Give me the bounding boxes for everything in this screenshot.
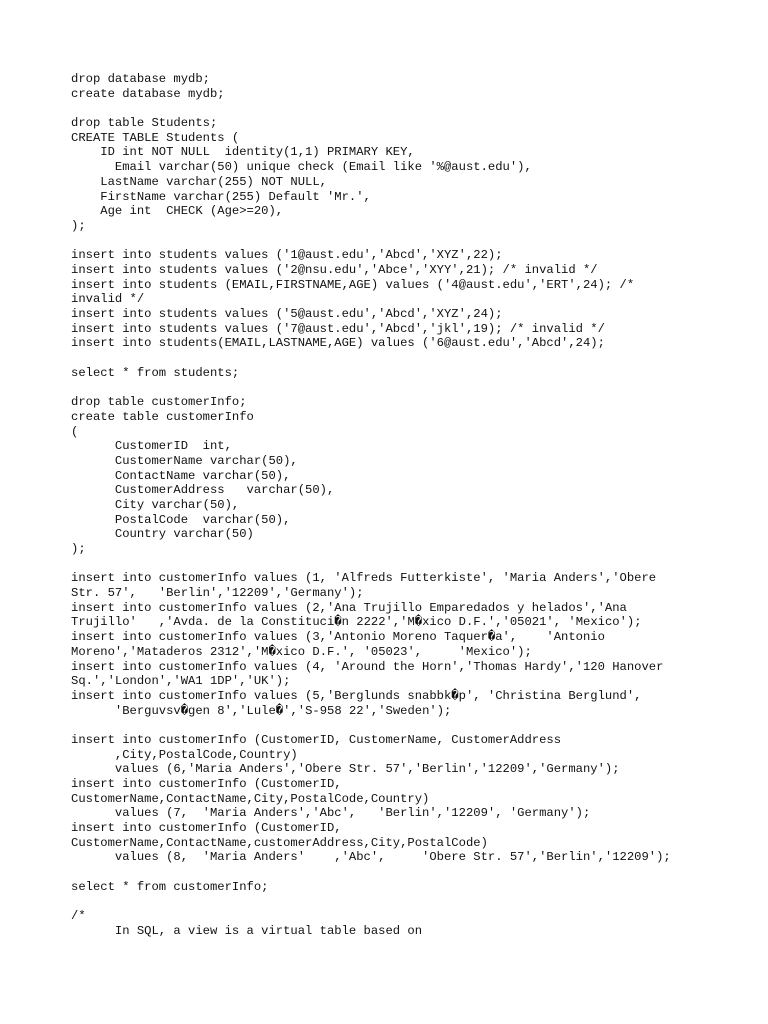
code-line: select * from customerInfo;	[71, 879, 269, 894]
code-line: insert into customerInfo values (2,'Ana Trujillo Emparedados y helados','Ana	[71, 600, 627, 615]
code-line	[71, 718, 751, 733]
code-line: insert into students values ('7@aust.edu','Abcd','jkl',19); /* invalid */	[71, 321, 605, 336]
code-line	[71, 557, 751, 572]
code-line: FirstName varchar(255) Default 'Mr.',	[71, 189, 371, 204]
code-line: insert into students values ('2@nsu.edu','Abce','XYY',21); /* invalid */	[71, 262, 598, 277]
code-line: );	[71, 542, 86, 556]
code-line: Str. 57', 'Berlin','12209','Germany');	[71, 586, 364, 601]
code-line: drop table Students;	[71, 116, 218, 131]
code-line: /*	[71, 909, 86, 924]
code-line	[71, 865, 751, 880]
code-line: CustomerID int,	[71, 439, 232, 454]
code-line: );	[71, 218, 86, 233]
code-line: invalid */	[71, 292, 145, 307]
code-line	[71, 101, 751, 116]
code-line: Sq.','London','WA1 1DP','UK');	[71, 674, 291, 689]
code-line	[71, 380, 751, 395]
code-line: In SQL, a view is a virtual table based on	[71, 923, 423, 938]
code-line: ContactName varchar(50),	[71, 468, 291, 483]
code-line: LastName varchar(255) NOT NULL,	[71, 174, 327, 189]
code-line	[71, 234, 751, 249]
code-line: City varchar(50),	[71, 497, 240, 512]
code-line	[71, 351, 751, 366]
code-line: insert into customerInfo (CustomerID,	[71, 777, 342, 791]
code-line: insert into customerInfo values (5,'Berglunds snabbk�p', 'Christina Berglund',	[71, 688, 642, 703]
code-line: drop database mydb;	[71, 72, 210, 86]
code-line: CustomerName,ContactName,customerAddress,City,PostalCode)	[71, 835, 488, 850]
code-line: CustomerName varchar(50),	[71, 453, 298, 468]
code-line: insert into students values ('5@aust.edu','Abcd','XYZ',24);	[71, 307, 503, 321]
code-line: insert into customerInfo values (3,'Antonio Moreno Taquer�a', 'Antonio	[71, 630, 605, 645]
code-line: values (6,'Maria Anders','Obere Str. 57','Berlin','12209','Germany');	[71, 762, 620, 777]
code-line: insert into students (EMAIL,FIRSTNAME,AGE) values ('4@aust.edu','ERT',24); /*	[71, 277, 635, 292]
code-line: insert into customerInfo (CustomerID, CustomerName, CustomerAddress	[71, 732, 562, 747]
code-line: Trujillo' ,'Avda. de la Constituci�n 2222','M�xico D.F.','05021', 'Mexico');	[71, 615, 642, 630]
code-line	[71, 895, 751, 910]
code-line: create table customerInfo	[71, 409, 254, 424]
code-line: values (7, 'Maria Anders','Abc', 'Berlin','12209', 'Germany');	[71, 806, 591, 821]
code-line: insert into students(EMAIL,LASTNAME,AGE) values ('6@aust.edu','Abcd',24);	[71, 336, 605, 351]
code-line: PostalCode varchar(50),	[71, 512, 291, 527]
code-line: CustomerAddress varchar(50),	[71, 483, 335, 498]
code-line: Email varchar(50) unique check (Email like '%@aust.edu'),	[71, 160, 532, 175]
code-line: insert into customerInfo (CustomerID,	[71, 821, 342, 836]
document-page	[71, 72, 751, 939]
code-line: drop table customerInfo;	[71, 395, 247, 410]
code-line: create database mydb;	[71, 86, 225, 101]
code-line: Moreno','Mataderos 2312','M�xico D.F.', '05023', 'Mexico');	[71, 644, 532, 659]
code-line: insert into students values ('1@aust.edu','Abcd','XYZ',22);	[71, 248, 503, 263]
code-line: insert into customerInfo values (4, 'Around the Horn','Thomas Hardy','120 Hanover	[71, 659, 664, 674]
code-line: values (8, 'Maria Anders' ,'Abc', 'Obere Str. 57','Berlin','12209');	[71, 850, 671, 865]
code-line: ID int NOT NULL identity(1,1) PRIMARY KEY,	[71, 145, 415, 160]
code-line: (	[71, 424, 79, 439]
code-line: 'Berguvsv�gen 8','Lule�','S-958 22','Sweden');	[71, 703, 452, 718]
code-line: ,City,PostalCode,Country)	[71, 747, 298, 762]
code-line: insert into customerInfo values (1, 'Alfreds Futterkiste', 'Maria Anders','Obere	[71, 571, 657, 586]
code-line: Age int CHECK (Age>=20),	[71, 204, 284, 219]
code-line: CustomerName,ContactName,City,PostalCode,Country)	[71, 791, 430, 806]
code-line: Country varchar(50)	[71, 527, 254, 542]
code-line: select * from students;	[71, 365, 240, 380]
code-line: CREATE TABLE Students (	[71, 130, 240, 145]
